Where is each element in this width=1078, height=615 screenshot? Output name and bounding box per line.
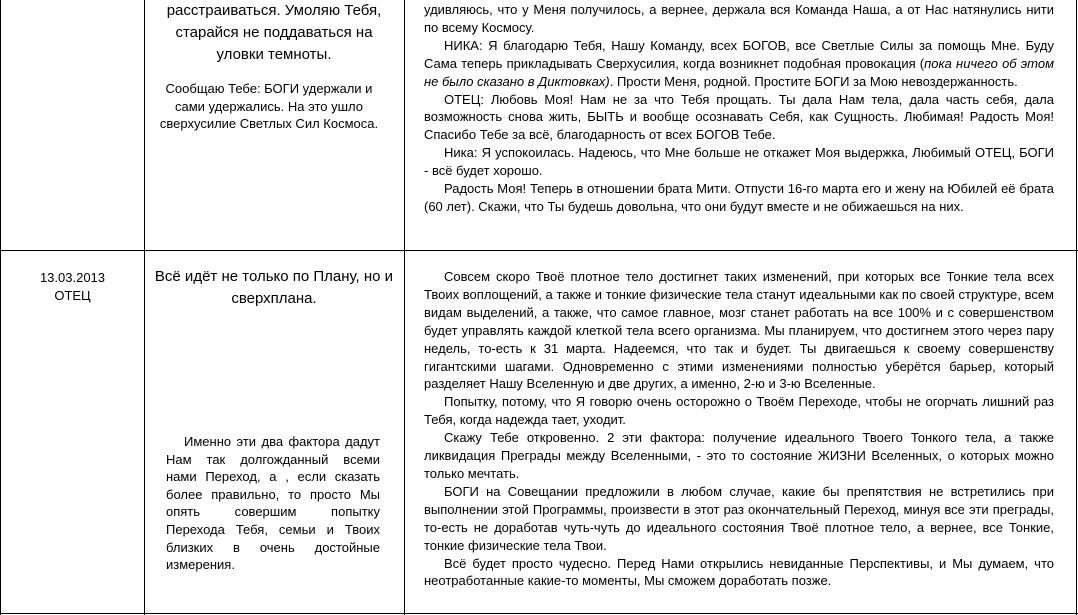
paragraph: НИКА: Я благодарю Тебя, Нашу Команду, всех БОГОВ, все Светлые Силы за помощь Мне. Буду Сама теперь прикладывать Сверхусилия, когда возникнет подобная провокация (пока ничего об этом не было сказано в Диктовках). Прости Меня, родной. Простите БОГИ за Мою невоздержанность. [424, 37, 1054, 89]
row2-right-text [424, 268, 1054, 590]
row2-date-cell [1, 269, 144, 304]
row2-mid-heading-cell [150, 266, 398, 310]
paragraph: Всё будет просто чудесно. Перед Нами открылись невиданные Перспективы, и Мы думаем, что неотработанные какие-то моменты, Мы сможем доработать позже. [424, 555, 1054, 589]
paragraph: Совсем скоро Твоё плотное тело достигнет таких изменений, при которых все Тонкие тела всех Твоих воплощений, а также и тонкие физические тела станут идеальными как по своей структуре, всем видам выделений, а также, что самое главное, мозг станет работать на все 100% и с совершенством будет управлять каждой клеткой тела всего организма. Мы планируем, что достигнем этого через пару недель, то-есть к 31 марта. Надеемся, что так и будет. Ты двигаешься к своему совершенству гигантскими шагами. Одновременно с этими изменениями полностью уберётся барьер, который разделяет Нашу Вселенную и две других, а именно, 2-ю и 3-ю Вселенные. [424, 269, 1054, 392]
paragraph: Ника: Я успокоилась. Надеюсь, что Мне больше не откажет Моя выдержка, Любимый ОТЕЦ, БОГИ - всё будет хорошо. [424, 145, 1054, 179]
row2-mid-note: Именно эти два фактора дадут Нам так долгожданный всеми нами Переход, а , если сказать более правильно, то просто Мы опять совершим попытку Перехода Тебя, семьи и Твоих близких в очень достойные измерения. [166, 434, 380, 573]
row1-right-text [424, 1, 1054, 216]
row2-mid-note-cell [166, 433, 380, 574]
row1-mid-heading: расстраиваться. Умоляю Тебя, старайся не поддаваться на уловки темноты. [166, 2, 382, 63]
paragraph: удивляюсь, что у Меня получилось, а вернее, держала вся Команда Наша, а от Нас натянулись нити по всему Космосу. [424, 2, 1054, 35]
row-border-mid [0, 250, 1078, 251]
col-border-1 [144, 0, 145, 615]
row1-mid-heading-cell [150, 0, 398, 66]
paragraph: Радость Моя! Теперь в отношении брата Мити. Отпусти 16-го марта его и жену на Юбилей её брата (60 лет). Скажи, что Ты будешь довольна, что они будут вместе и не обижаешься на них. [424, 181, 1054, 214]
col-border-2 [404, 0, 405, 615]
paragraph: ОТЕЦ: Любовь Моя! Нам не за что Тебя прощать. Ты дала Нам тела, дала часть себя, дала возможность снова жить, БЫТЬ и вообще осознавать Себя, как Сущность. Любимая! Радость Моя! Спасибо Тебе за всё, благодарность от всех БОГОВ Тебе. [424, 91, 1054, 143]
col-border-left [0, 0, 1, 615]
row-border-bottom [0, 613, 1078, 614]
row1-mid-note-cell [158, 80, 380, 133]
paragraph: Попытку, потому, что Я говорю очень осторожно о Твоём Переходе, чтобы не огорчать лишний раз Тебя, когда надежда тает, уходит. [424, 394, 1054, 428]
entry-date: 13.03.2013 [39, 270, 106, 285]
paragraph: Скажу Тебе откровенно. 2 эти фактора: получение идеального Твоего Тонкого тела, а также ликвидация Преграды между Вселенными, - это то состояние ЖИЗНИ Вселенных, о которых можно только мечтать. [424, 430, 1054, 481]
row1-mid-note: Сообщаю Тебе: БОГИ удержали и сами удержались. На это ушло сверхусилие Светлых Сил Космоса. [159, 81, 379, 131]
entry-author: ОТЕЦ [54, 287, 91, 303]
paragraph: БОГИ на Совещании предложили в любом случае, какие бы препятствия не встретились при выполнении этой Программы, произвести в этот раз окончательный Переход, минуя все эти преграды, то-есть не доработав чуть-чуть до идеального состояния Твоё плотное тело, а вернее, все Тонкие, тонкие физические тела Твои. [424, 483, 1054, 553]
row2-mid-heading: Всё идёт не только по Плану, но и сверхплана. [154, 268, 394, 307]
col-border-right [1076, 0, 1077, 615]
